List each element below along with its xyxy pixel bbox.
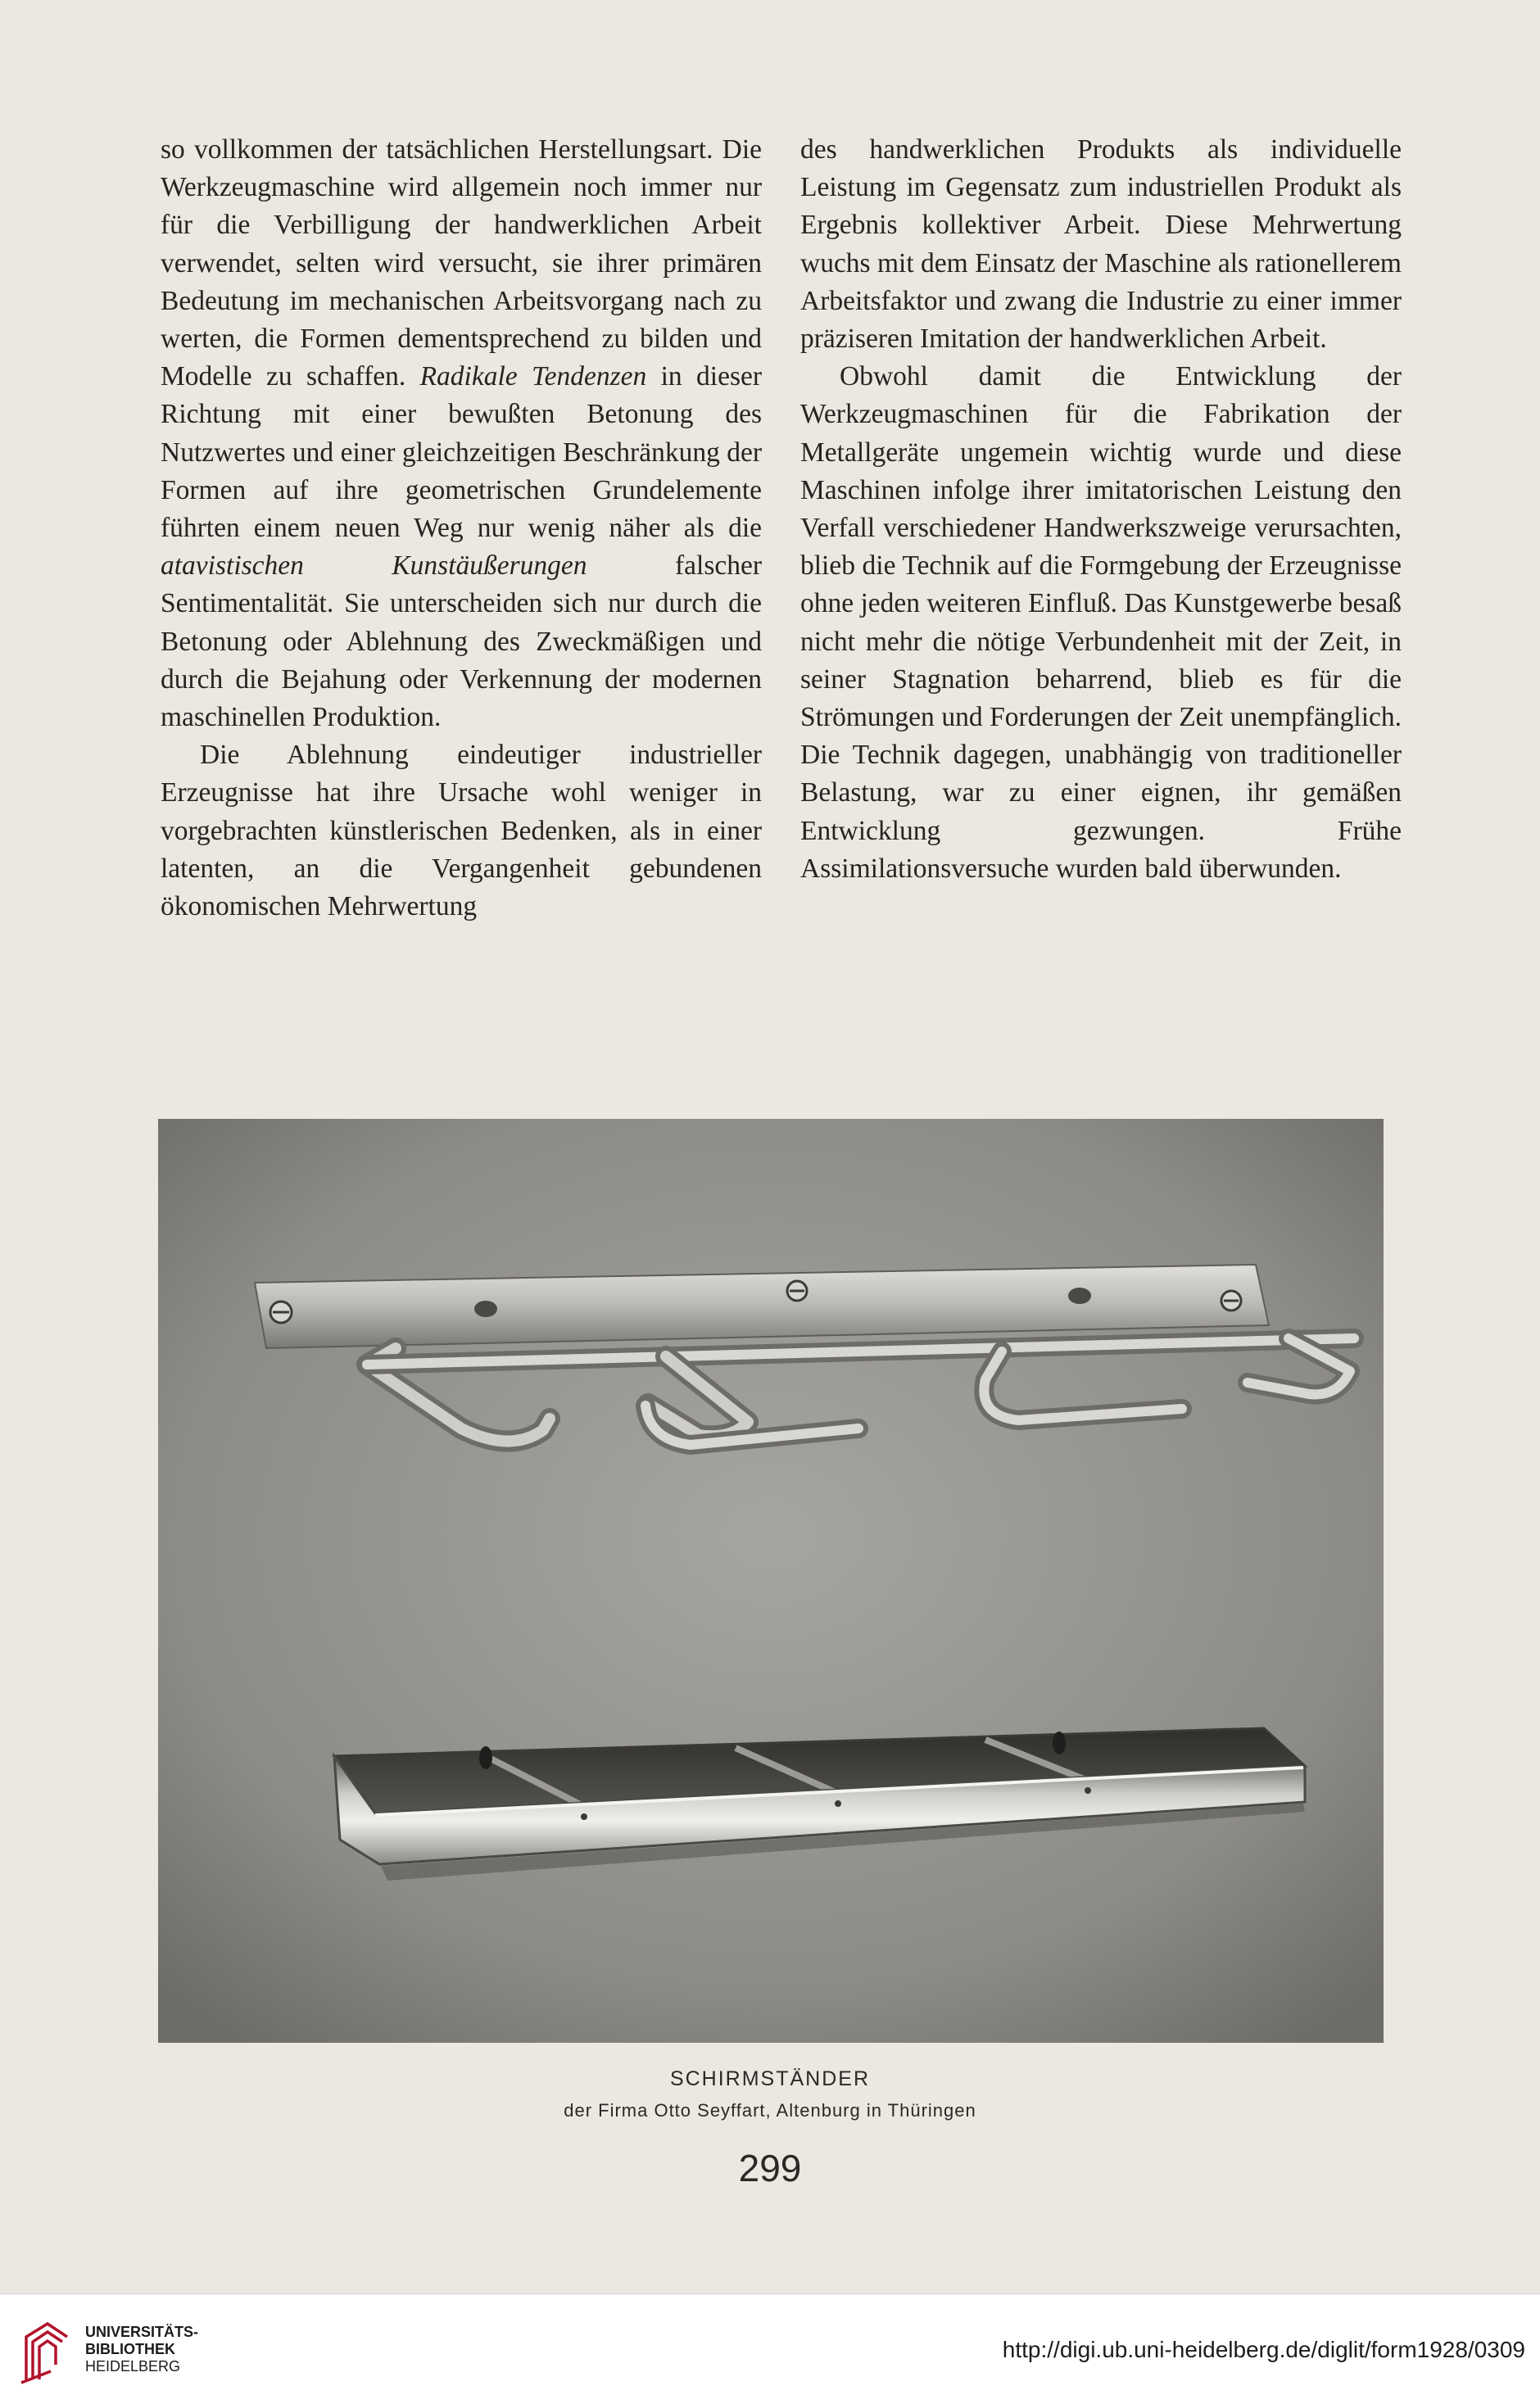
body-paragraph [161,131,762,736]
text-column-right [800,131,1402,888]
text-run: Obwohl damit die Entwicklung der Werkzeugmaschinen für die Fabrikation der Metallgeräte ungemein wichtig wurde und diese Maschinen infolge ihrer imitatorischen Leistung den Verfall verschiedener Handwerkszweige verursachten, blieb die Technik auf die Formgebung der Erzeugnisse ohne jeden weiteren Einfluß. Das Kunstgewerbe besaß nicht mehr die nötige Verbundenheit mit der Zeit, in seiner Stagnation beharrend, blieb es für die Strömungen und Forderungen der Zeit unempfänglich. Die Technik dagegen, unabhängig von traditioneller Belastung, war zu einer eignen, ihr gemäßen Entwicklung gezwungen. Frühe Assimilationsversuche wurden bald überwunden. [800,361,1402,884]
photo-background [158,1119,1384,2043]
body-paragraph [800,358,1402,888]
digital-library-footer [0,2293,1540,2404]
text-run: des handwerklichen Produkts als individuelle Leistung im Gegensatz zum industriellen Produkt als Ergebnis kollektiver Arbeit. Diese Mehrwertung wuchs mit dem Einsatz der Maschine als rationellerem Arbeitsfaktor und zwang die Industrie zu einer immer präziseren Imitation der handwerklichen Arbeit. [800,134,1402,355]
ub-heidelberg-logo-icon [18,2319,72,2384]
text-run: Die Ablehnung eindeutiger industrieller Erzeugnisse hat ihre Ursache wohl weniger in vorgebrachten künstlerischen Bedenken, als in einer latenten, an die Vergangenheit gebundenen ökonomischen Mehrwertung [161,740,762,922]
body-paragraph [800,131,1402,358]
figure-caption-title: SCHIRMSTÄNDER [669,2067,871,2090]
library-name-line2: BIBLIOTHEK [85,2341,175,2357]
figure-photo-umbrella-stand [158,1119,1384,2043]
body-paragraph [161,736,762,926]
italic-phrase: atavistischen Kunstäußerungen [161,550,587,582]
italic-phrase: Radikale Tendenzen [419,361,647,392]
library-name [85,2324,198,2375]
figure-caption-subtitle: der Firma Otto Seyffart, Altenburg in Thüringen [564,2100,976,2121]
library-name-line3: HEIDELBERG [85,2358,181,2375]
text-run: falscher Sentimentalität. Sie unterscheiden sich nur durch die Betonung oder Ablehnung des Zweckmäßigen und durch die Bejahung oder Verkennung der modernen maschinellen Produktion. [161,550,763,733]
text-run: in dieser Richtung mit einer bewußten Betonung des Nutzwertes und einer gleichzeitigen Beschränkung der Formen auf ihre geometrischen Grundelemente führten einem neuen Weg nur wenig näher als die [161,361,763,544]
text-run: so vollkommen der tatsächlichen Herstellungsart. Die Werkzeugmaschine wird allgemein noch immer nur für die Verbilligung der handwerklichen Arbeit verwendet, selten wird versucht, sie ihrer primären Bedeutung im mechanischen Arbeitsvorgang nach zu werten, die Formen dementsprechend zu bilden und Modelle zu schaffen. [161,134,762,392]
library-name-line1: UNIVERSITÄTS- [85,2324,199,2340]
source-url-link[interactable]: http://digi.ub.uni-heidelberg.de/diglit/form1928/0309 [1002,2337,1525,2362]
page-number: 299 [738,2147,802,2189]
text-column-left [161,131,762,926]
